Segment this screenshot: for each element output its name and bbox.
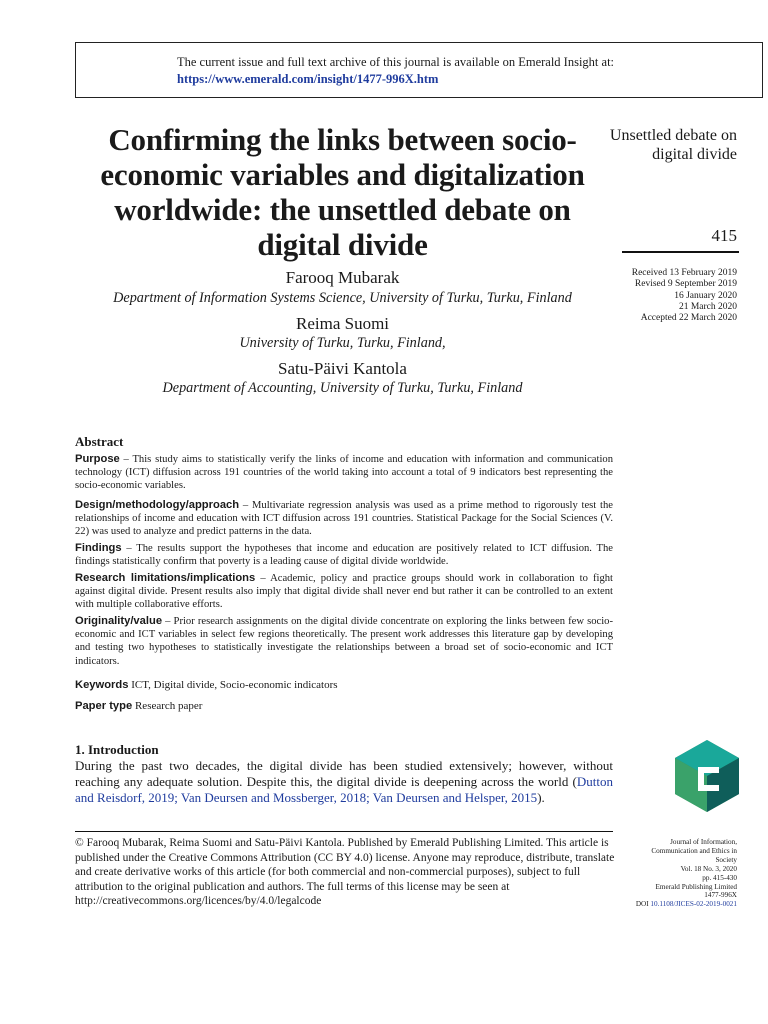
doi-link[interactable]: 10.1108/JICES-02-2019-0021 [650, 900, 737, 909]
keywords-value: ICT, Digital divide, Socio-economic indicators [131, 679, 338, 691]
section-label: Purpose [75, 453, 120, 465]
abstract-limitations [75, 572, 613, 612]
keywords [75, 679, 338, 691]
intro-text-end: ). [537, 789, 545, 805]
journal-line: Communication and Ethics in [651, 846, 737, 855]
section-text: – Prior research assignments on the digital divide concentrate on exploring the links between few socio-economic and ICT variables in select few regions theoretically. The present work addresses this literature gap by developing and testing two hypotheses to statistically investigate the relationships between a broad set of socio-economic and ICT indicators. [75, 616, 613, 667]
date-accepted: Accepted 22 March 2020 [640, 313, 737, 324]
license-note: © Farooq Mubarak, Reima Suomi and Satu-Päivi Kantola. Published by Emerald Publishing Limited. This article is published under the Creative Commons Attribution (CC BY 4.0) license. Anyone may reproduce, distribute, translate and create derivative works of this article (for both commercial and non-commercial purposes), subject to full attribution to the original publication and authors. The full terms of this license may be seen at http://creativecommons.org/licences/by/4.0/legalcode [75, 837, 615, 907]
date-revised-2: 16 January 2020 [674, 290, 737, 301]
date-revised: Revised 9 September 2019 [634, 279, 737, 290]
section-label: Originality/value [75, 615, 163, 627]
section-label: Design/methodology/approach [75, 499, 240, 511]
crossmark-logo-icon [675, 740, 739, 812]
section-label: Findings [75, 542, 122, 554]
doi-line [597, 900, 737, 909]
journal-line: Society [715, 855, 737, 864]
citation-link[interactable]: Dutton and Reisdorf, 2019; Van Deursen and Mossberger, 2018; Van Deursen and Helsper, 2015 [75, 773, 613, 805]
keywords-label: Keywords [75, 679, 129, 691]
section-text: – The results support the hypotheses that income and education are positively related to ICT diffusion. The findings statistically confirm that poverty is a leading cause of digital divide worldwide. [75, 543, 613, 568]
author-name: Reima Suomi [295, 314, 390, 333]
intro-paragraph [75, 758, 613, 805]
article-title: Confirming the links between socio-economic variables and digitalization worldwide: the unsettled debate on digital divide [100, 122, 585, 262]
section-text: – This study aims to statistically verify the links of income and education with information and communication technology (ICT) diffusion across 191 countries of the world taking into account a total of 9 indicators best representing the socio-economic variables. [75, 454, 613, 492]
section-heading: 1. Introduction [75, 742, 159, 757]
author-name: Satu-Päivi Kantola [278, 359, 407, 378]
paper-type [75, 700, 202, 712]
author-affiliation: Department of Accounting, University of Turku, Turku, Finland [162, 380, 523, 396]
journal-notice-box [75, 42, 763, 98]
date-revised-3: 21 March 2020 [678, 301, 737, 312]
intro-text: During the past two decades, the digital divide has been studied extensively; however, without reaching any adequate solution. Despite this, the digital divide is deepening across the world ( [75, 758, 613, 789]
article-dates [597, 268, 737, 324]
journal-line: pp. 415-430 [702, 873, 737, 882]
notice-text: The current issue and full text archive of this journal is available on Emerald Insight at: [177, 55, 615, 69]
right-column-rule [622, 251, 739, 253]
author-affiliation: University of Turku, Turku, Finland, [239, 335, 446, 351]
doi-label: DOI [635, 900, 651, 909]
journal-line: 1477-996X [704, 891, 737, 900]
date-received: Received 13 February 2019 [631, 268, 737, 278]
section-text: – Academic, policy and practice groups should work in collaboration to fight against digital divide. Present results also imply that digital divide shall never end but rather it can be controlled to an extent with multiple collaborative efforts. [75, 573, 614, 611]
journal-info [597, 838, 737, 909]
author-name: Farooq Mubarak [285, 268, 400, 287]
footnote-rule [75, 831, 613, 832]
abstract-findings [75, 542, 613, 568]
journal-line: Journal of Information, [670, 838, 737, 846]
paper-type-label: Paper type [75, 700, 133, 712]
abstract-purpose [75, 453, 613, 493]
author-affiliation: Department of Information Systems Science, University of Turku, Turku, Finland [113, 290, 572, 306]
journal-line: Emerald Publishing Limited [655, 882, 737, 891]
section-text: – Multivariate regression analysis was used as a prime method to rigorously test the relationships of income and education with ICT diffusion across 191 countries. Statistical Package for the Social Sciences (V. 22) was used to analyze and predict patterns in the data. [75, 500, 613, 538]
journal-url-link[interactable]: https://www.emerald.com/insight/1477-996X.htm [177, 72, 439, 86]
journal-line: Vol. 18 No. 3, 2020 [680, 864, 737, 873]
paper-type-value: Research paper [134, 700, 203, 712]
abstract-design [75, 499, 613, 539]
section-label: Research limitations/implications [75, 572, 256, 584]
abstract-heading: Abstract [75, 434, 124, 449]
page-number: 415 [711, 226, 737, 245]
running-head: Unsettled debate on digital divide [609, 127, 737, 163]
abstract-originality [75, 615, 613, 668]
